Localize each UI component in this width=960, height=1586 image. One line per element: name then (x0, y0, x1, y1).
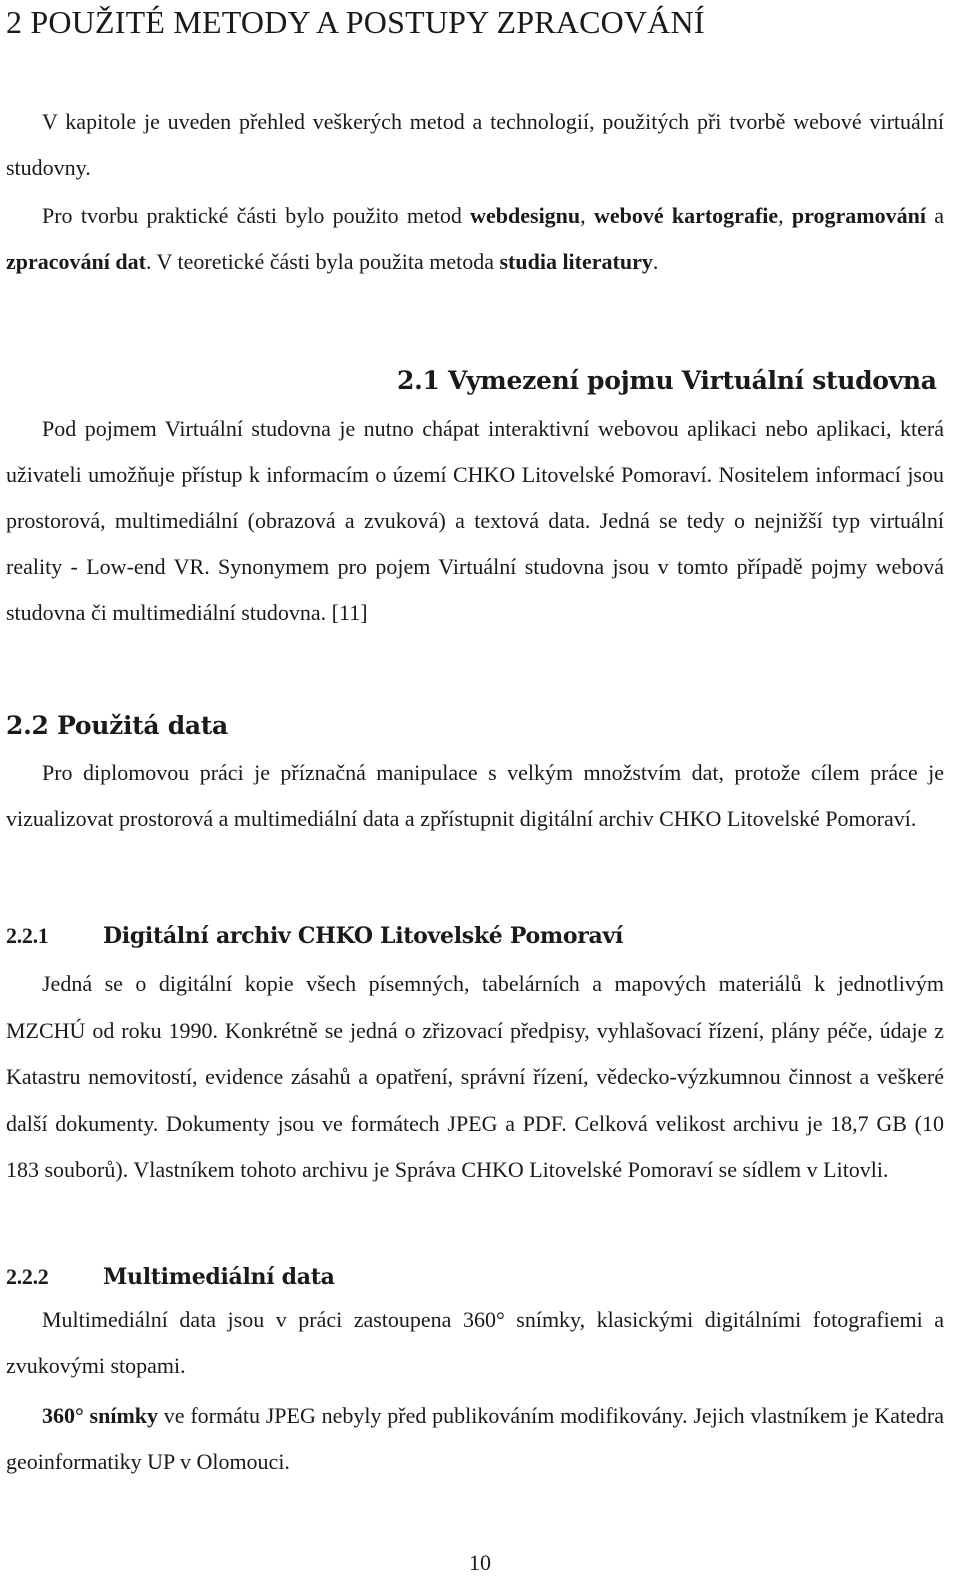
section-title: Digitální archiv CHKO Litovelské Pomoraví (103, 923, 623, 949)
section-number: 2.2.2 (6, 1264, 49, 1289)
section-title: Multimediální data (103, 1264, 335, 1290)
paragraph-text: ve formátu JPEG nebyly před publikováním modifikovány. Jejich vlastníkem je Katedra geoinformatiky UP v Olomouci. (6, 1403, 945, 1474)
section-heading-2-2: 2.2 Použitá data (6, 711, 228, 740)
bold-term-literature-study: studia literatury (499, 248, 653, 274)
section-number: 2.2.1 (6, 923, 49, 948)
section-2-2-1-paragraph: Jedná se o digitální kopie všech písemných, tabelárních a mapových materiálů k jednotlivým MZCHÚ od roku 1990. Konkrétně se jedná o zřizovací předpisy, vyhlašovací řízení, plány péče, údaje z Katastru nemovitostí, evidence zásahů a opatření, správní řízení, vědecko-výzkumnou činnost a veškeré další dokumenty. Dokumenty jsou ve formátech JPEG a PDF. Celková velikost archivu je 18,7 GB (10 183 souborů). Vlastníkem tohoto archivu je Správa CHKO Litovelské Pomoraví se sídlem v Litovli. (6, 971, 944, 1182)
intro-text: , (778, 203, 792, 228)
intro-text: Pro tvorbu praktické části bylo použito metod (42, 203, 471, 228)
section-2-2-2-paragraph-1: Multimediální data jsou v práci zastoupena 360° snímky, klasickými digitálními fotografiemi a zvukovými stopami. (6, 1307, 944, 1378)
section-2-2-2-paragraph-2 (6, 1393, 944, 1484)
section-2-2-paragraph: Pro diplomovou práci je příznačná manipulace s velkým množstvím dat, protože cílem práce je vizualizovat prostorová a multimediální data a zpřístupnit digitální archiv CHKO Litovelské Pomoraví. (6, 760, 944, 831)
section-heading-2-1: 2.1 Vymezení pojmu Virtuální studovna (397, 366, 937, 395)
intro-text: . V teoretické části byla použita metoda (145, 248, 500, 274)
intro-paragraph-2 (6, 193, 944, 284)
intro-text: , (580, 203, 594, 228)
section-2-1-paragraph: Pod pojmem Virtuální studovna je nutno chápat interaktivní webovou aplikaci nebo aplikaci, která uživateli umožňuje přístup k informacím o území CHKO Litovelské Pomoraví. Nositelem informací jsou prostorová, multimediální (obrazová a zvuková) a textová data. Jedná se tedy o nejnižší typ virtuální reality - Low-end VR. Synonymem pro pojem Virtuální studovna jsou v tomto případě pojmy webová studovna či multimediální studovna. [11] (6, 416, 944, 625)
bold-term-programming: programování (791, 203, 926, 228)
bold-term-data-processing: zpracování dat (6, 248, 146, 274)
section-heading-2-2-1 (6, 922, 956, 950)
section-heading-2-2-2 (6, 1263, 956, 1291)
intro-text: a (925, 203, 944, 228)
intro-text: . (652, 248, 659, 274)
bold-term-webdesign: webdesignu (470, 203, 581, 228)
intro-paragraph-1: V kapitole je uveden přehled veškerých metod a technologií, použitých při tvorbě webové virtuální studovny. (6, 109, 944, 180)
bold-term-360-images: 360° snímky (42, 1403, 159, 1428)
page-number: 10 (469, 1550, 491, 1575)
bold-term-web-cartography: webové kartografie (593, 203, 779, 228)
chapter-title: 2 POUŽITÉ METODY A POSTUPY ZPRACOVÁNÍ (6, 4, 705, 40)
